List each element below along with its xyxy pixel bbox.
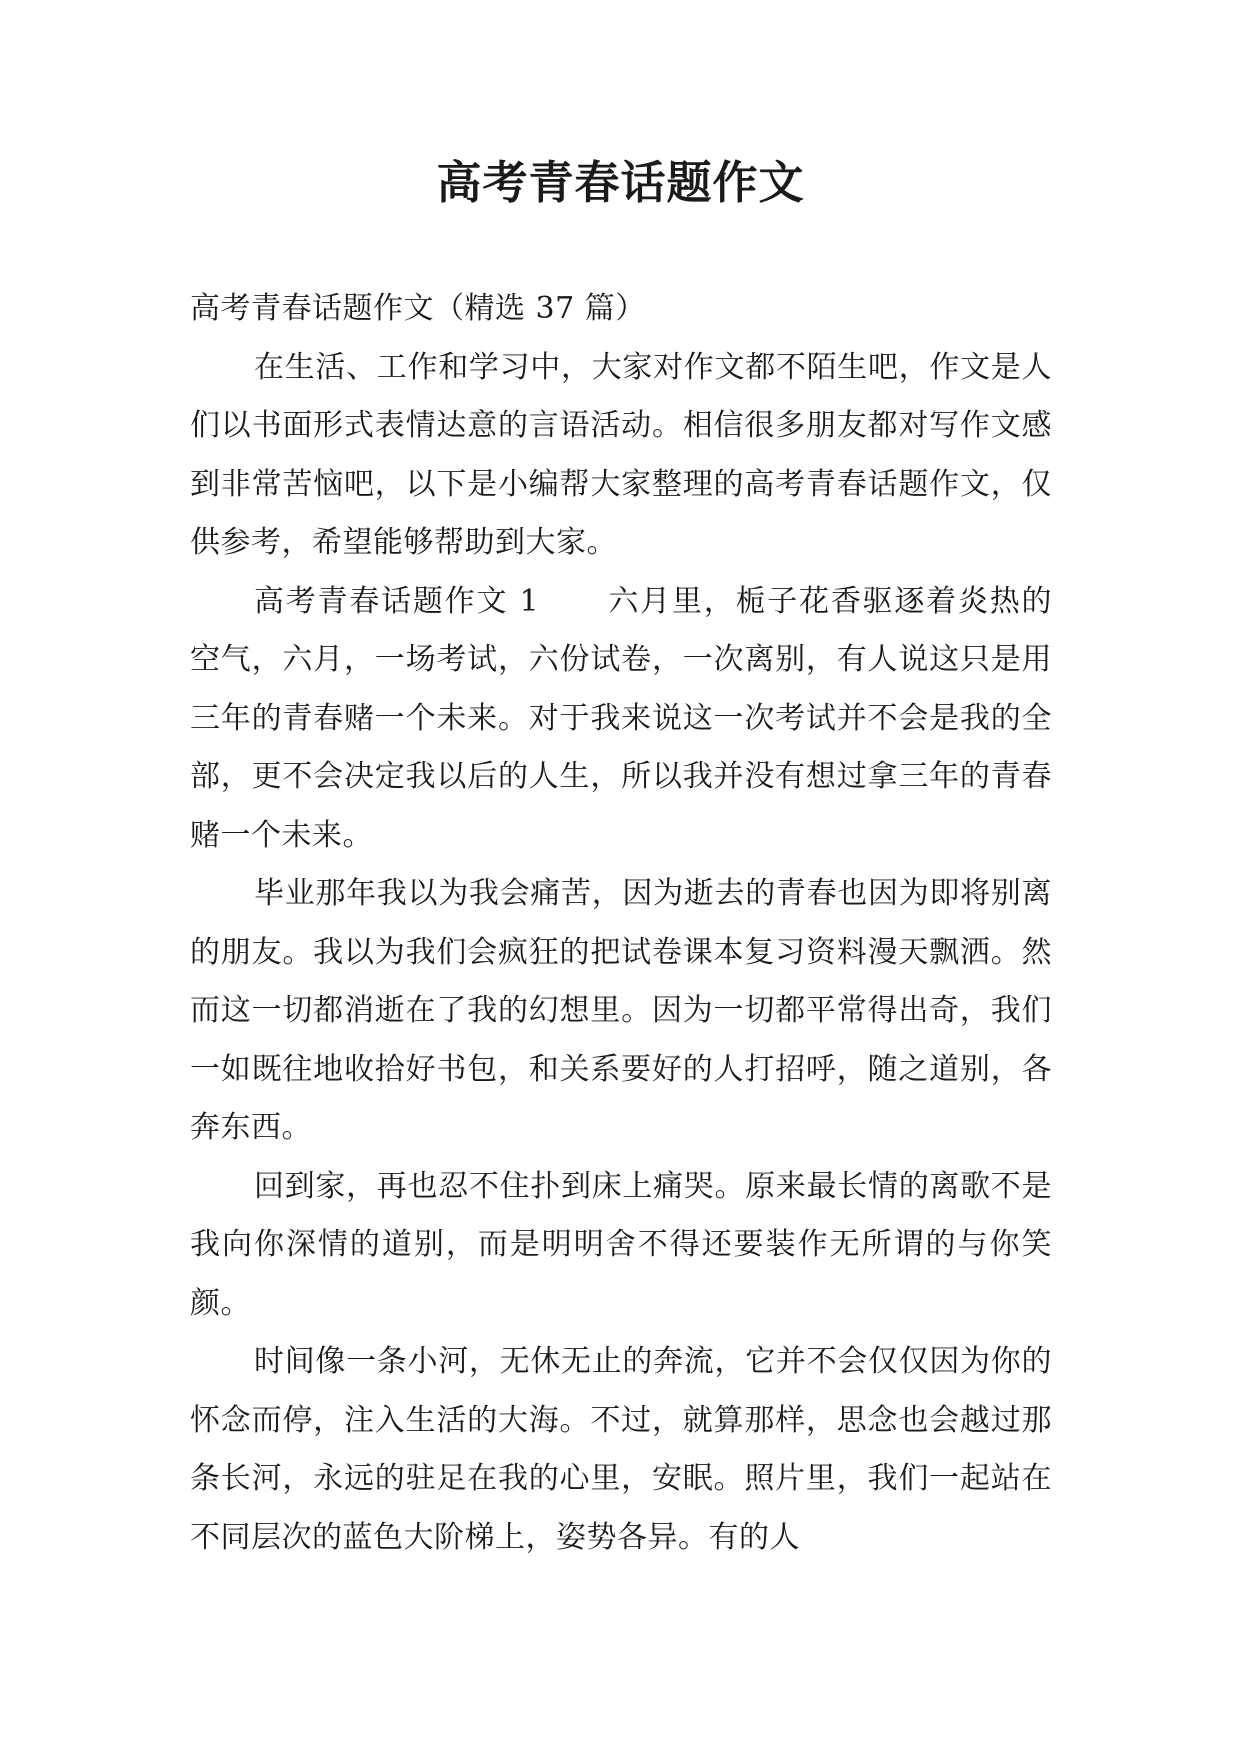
essay-1-heading: 高考青春话题作文 1 [254, 583, 540, 619]
document-title: 高考青春话题作文 [436, 156, 805, 209]
essay-1-paragraph [190, 573, 1052, 866]
document-subtitle: 高考青春话题作文（精选 37 篇） [190, 291, 646, 326]
document-body [190, 280, 1052, 1567]
intro-paragraph: 在生活、工作和学习中，大家对作文都不陌生吧，作文是人们以书面形式表情达意的言语活动。相信很多朋友都对写作文感到非常苦恼吧，以下是小编帮大家整理的高考青春话题作文，仅供参考，希望能够帮助到大家。 [190, 349, 1052, 560]
essay-1-first-text: 六月里，栀子花香驱逐着炎热的空气，六月，一场考试，六份试卷，一次离别，有人说这只是用三年的青春赌一个未来。对于我来说这一次考试并不会是我的全部，更不会决定我以后的人生，所以我并没有想过拿三年的青春赌一个未来。 [190, 583, 1053, 853]
body-paragraph: 毕业那年我以为我会痛苦，因为逝去的青春也因为即将别离的朋友。我以为我们会疯狂的把试卷课本复习资料漫天飘洒。然而这一切都消逝在了我的幻想里。因为一切都平常得出奇，我们一如既往地收拾好书包，和关系要好的人打招呼，随之道别，各奔东西。 [190, 876, 1052, 1145]
body-paragraph: 时间像一条小河，无休无止的奔流，它并不会仅仅因为你的怀念而停，注入生活的大海。不过，就算那样，思念也会越过那条长河，永远的驻足在我的心里，安眠。照片里，我们一起站在不同层次的蓝色大阶梯上，姿势各异。有的人 [190, 1344, 1052, 1555]
body-paragraph: 回到家，再也忍不住扑到床上痛哭。原来最长情的离歌不是我向你深情的道别，而是明明舍不得还要装作无所谓的与你笑颜。 [190, 1168, 1052, 1321]
